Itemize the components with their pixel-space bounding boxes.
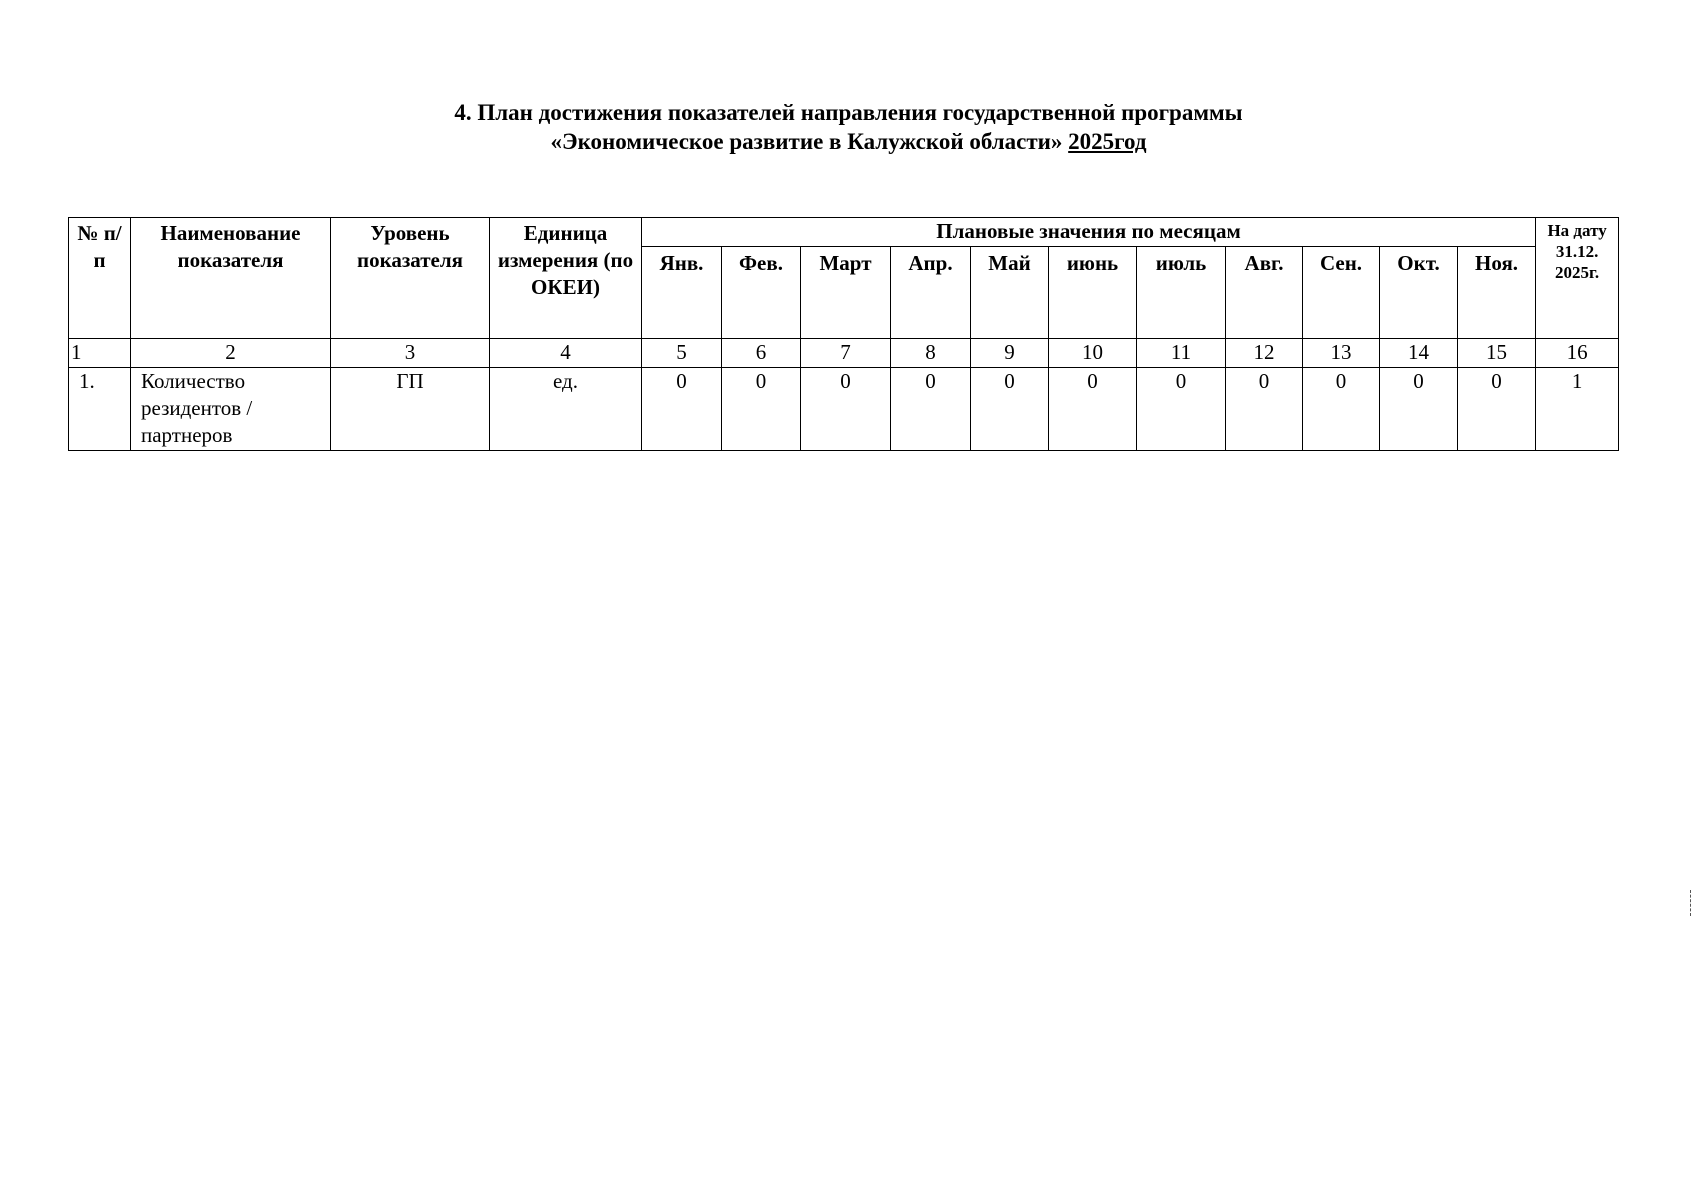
header-month: Авг. bbox=[1226, 247, 1303, 339]
column-number: 1 bbox=[69, 339, 131, 368]
header-month: Май bbox=[971, 247, 1049, 339]
header-month: июль bbox=[1137, 247, 1226, 339]
indicator-name-word: резидентов bbox=[141, 396, 242, 420]
header-planned-values: Плановые значения по месяцам bbox=[642, 218, 1536, 247]
header-month: Март bbox=[801, 247, 891, 339]
indicator-name-line bbox=[141, 395, 320, 422]
header-month: Фев. bbox=[722, 247, 801, 339]
table-row bbox=[69, 368, 1619, 451]
header-indicator-name: Наименование показателя bbox=[131, 218, 331, 339]
indicator-name-line: партнеров bbox=[141, 423, 233, 447]
title-year: 2025год bbox=[1068, 129, 1147, 154]
column-number: 16 bbox=[1536, 339, 1619, 368]
column-number: 13 bbox=[1303, 339, 1380, 368]
column-number: 14 bbox=[1380, 339, 1458, 368]
monthly-value: 0 bbox=[891, 368, 971, 451]
header-number: № п/п bbox=[69, 218, 131, 339]
column-number-row bbox=[69, 339, 1619, 368]
indicator-name-line: Количество bbox=[141, 369, 246, 393]
column-number: 15 bbox=[1458, 339, 1536, 368]
column-number: 4 bbox=[490, 339, 642, 368]
monthly-value: 0 bbox=[1303, 368, 1380, 451]
monthly-value: 0 bbox=[971, 368, 1049, 451]
title-line-1: 4. План достижения показателей направления государственной программы bbox=[454, 100, 1243, 125]
column-number: 12 bbox=[1226, 339, 1303, 368]
monthly-value: 0 bbox=[1049, 368, 1137, 451]
monthly-value: 0 bbox=[722, 368, 801, 451]
header-month: Окт. bbox=[1380, 247, 1458, 339]
header-month: Ноя. bbox=[1458, 247, 1536, 339]
column-number: 10 bbox=[1049, 339, 1137, 368]
column-number: 11 bbox=[1137, 339, 1226, 368]
monthly-value: 0 bbox=[642, 368, 722, 451]
header-month: июнь bbox=[1049, 247, 1137, 339]
column-number: 7 bbox=[801, 339, 891, 368]
row-number: 1. bbox=[69, 368, 131, 451]
header-month: Янв. bbox=[642, 247, 722, 339]
column-number: 8 bbox=[891, 339, 971, 368]
monthly-value: 0 bbox=[1137, 368, 1226, 451]
header-row-1 bbox=[69, 218, 1619, 247]
header-indicator-level: Уровень показателя bbox=[331, 218, 490, 339]
header-unit: Единица измерения (по ОКЕИ) bbox=[490, 218, 642, 339]
header-month: Апр. bbox=[891, 247, 971, 339]
monthly-value: 0 bbox=[1380, 368, 1458, 451]
column-number: 9 bbox=[971, 339, 1049, 368]
title-line-2 bbox=[0, 127, 1697, 156]
monthly-value: 0 bbox=[801, 368, 891, 451]
indicator-name bbox=[131, 368, 331, 451]
indicator-name-slash: / bbox=[246, 396, 253, 420]
indicators-plan-table bbox=[68, 217, 1619, 451]
header-at-date: На дату 31.12. 2025г. bbox=[1536, 218, 1619, 339]
column-number: 6 bbox=[722, 339, 801, 368]
monthly-value: 0 bbox=[1458, 368, 1536, 451]
document-title bbox=[0, 98, 1697, 156]
scan-mark bbox=[1690, 890, 1693, 916]
column-number: 5 bbox=[642, 339, 722, 368]
column-number: 2 bbox=[131, 339, 331, 368]
indicator-unit: ед. bbox=[490, 368, 642, 451]
header-month: Сен. bbox=[1303, 247, 1380, 339]
indicator-level: ГП bbox=[331, 368, 490, 451]
monthly-value: 0 bbox=[1226, 368, 1303, 451]
column-number: 3 bbox=[331, 339, 490, 368]
title-program-name: «Экономическое развитие в Калужской области» bbox=[550, 129, 1063, 154]
at-date-value: 1 bbox=[1536, 368, 1619, 451]
